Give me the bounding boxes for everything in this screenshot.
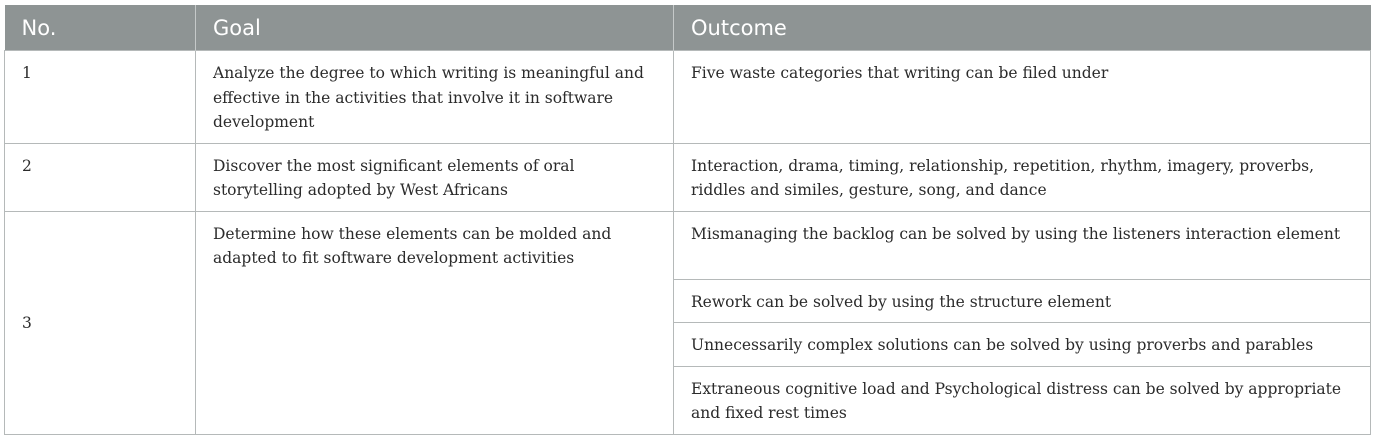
row-goal: Discover the most significant elements of oral storytelling adopted by West Africans (196, 143, 674, 211)
table-body (5, 51, 1371, 435)
row-outcome: Five waste categories that writing can be filed under (674, 51, 1371, 144)
row-goal: Determine how these elements can be molded and adapted to fit software development activities (196, 211, 674, 434)
table-row (5, 211, 1371, 279)
goals-outcomes-table (4, 5, 1371, 435)
header-goal: Goal (196, 5, 674, 51)
table-header (5, 5, 1371, 51)
table-row (5, 51, 1371, 144)
row-outcome: Interaction, drama, timing, relationship, repetition, rhythm, imagery, proverbs, riddles and similes, gesture, song, and dance (674, 143, 1371, 211)
header-outcome: Outcome (674, 5, 1371, 51)
row-goal: Analyze the degree to which writing is meaningful and effective in the activities that involve it in software development (196, 51, 674, 144)
table-row (5, 143, 1371, 211)
row-outcome: Extraneous cognitive load and Psychological distress can be solved by appropriate and fixed rest times (674, 366, 1371, 434)
row-number: 1 (5, 51, 196, 144)
header-no: No. (5, 5, 196, 51)
header-row (5, 5, 1371, 51)
row-outcome: Mismanaging the backlog can be solved by using the listeners interaction element (674, 211, 1371, 279)
row-outcome: Unnecessarily complex solutions can be solved by using proverbs and parables (674, 323, 1371, 367)
row-outcome: Rework can be solved by using the structure element (674, 279, 1371, 323)
row-number: 2 (5, 143, 196, 211)
row-number: 3 (5, 211, 196, 434)
